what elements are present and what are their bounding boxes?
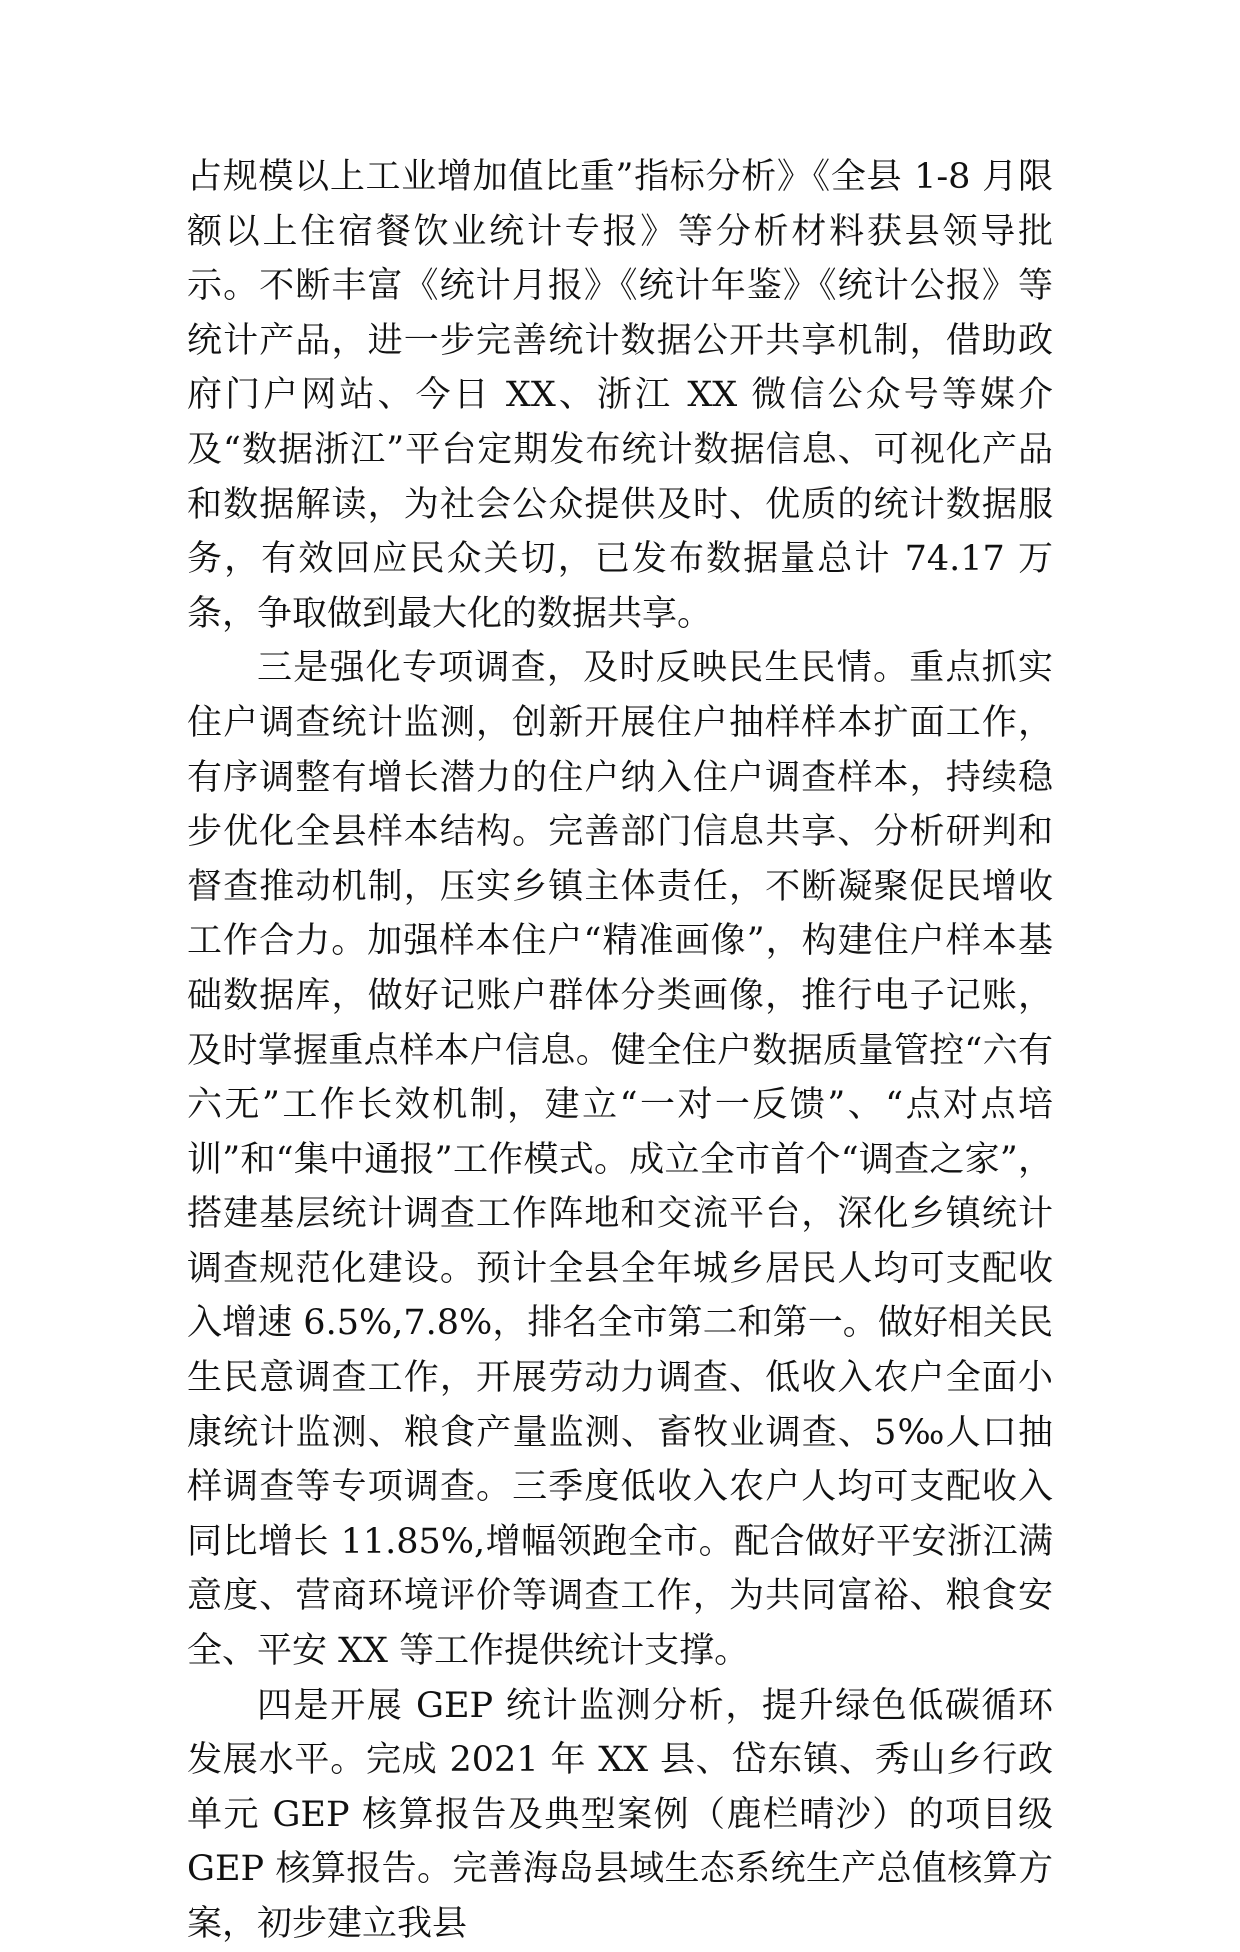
document-body (187, 150, 1053, 1952)
paragraph-special-surveys: 三是强化专项调查，及时反映民生民情。重点抓实住户调查统计监测，创新开展住户抽样样本扩面工作，有序调整有增长潜力的住户纳入住户调查样本，持续稳步优化全县样本结构。完善部门信息共享、分析研判和督查推动机制，压实乡镇主体责任，不断凝聚促民增收工作合力。加强样本住户“精准画像”，构建住户样本基础数据库，做好记账户群体分类画像，推行电子记账，及时掌握重点样本户信息。健全住户数据质量管控“六有六无”工作长效机制，建立“一对一反馈”、“点对点培训”和“集中通报”工作模式。成立全市首个“调查之家”，搭建基层统计调查工作阵地和交流平台，深化乡镇统计调查规范化建设。预计全县全年城乡居民人均可支配收入增速 6.5%,7.8%，排名全市第二和第一。做好相关民生民意调查工作，开展劳动力调查、低收入农户全面小康统计监测、粮食产量监测、畜牧业调查、5‰人口抽样调查等专项调查。三季度低收入农户人均可支配收入同比增长 11.85%,增幅领跑全市。配合做好平安浙江满意度、营商环境评价等调查工作，为共同富裕、粮食安全、平安 XX 等工作提供统计支撑。 (187, 648, 1053, 1672)
paragraph-gep-monitoring: 四是开展 GEP 统计监测分析，提升绿色低碳循环发展水平。完成 2021 年 XX 县、岱东镇、秀山乡行政单元 GEP 核算报告及典型案例（鹿栏晴沙）的项目级 GEP 核算报告。完善海岛县域生态系统生产总值核算方案，初步建立我县 (187, 1685, 1053, 1944)
paragraph-publications: 占规模以上工业增加值比重”指标分析》《全县 1-8 月限额以上住宿餐饮业统计专报》等分析材料获县领导批示。不断丰富《统计月报》《统计年鉴》《统计公报》等统计产品，进一步完善统计数据公开共享机制，借助政府门户网站、今日 XX、浙江 XX 微信公众号等媒介及“数据浙江”平台定期发布统计数据信息、可视化产品和数据解读，为社会公众提供及时、优质的统计数据服务，有效回应民众关切，已发布数据量总计 74.17 万条，争取做到最大化的数据共享。 (187, 157, 1053, 634)
